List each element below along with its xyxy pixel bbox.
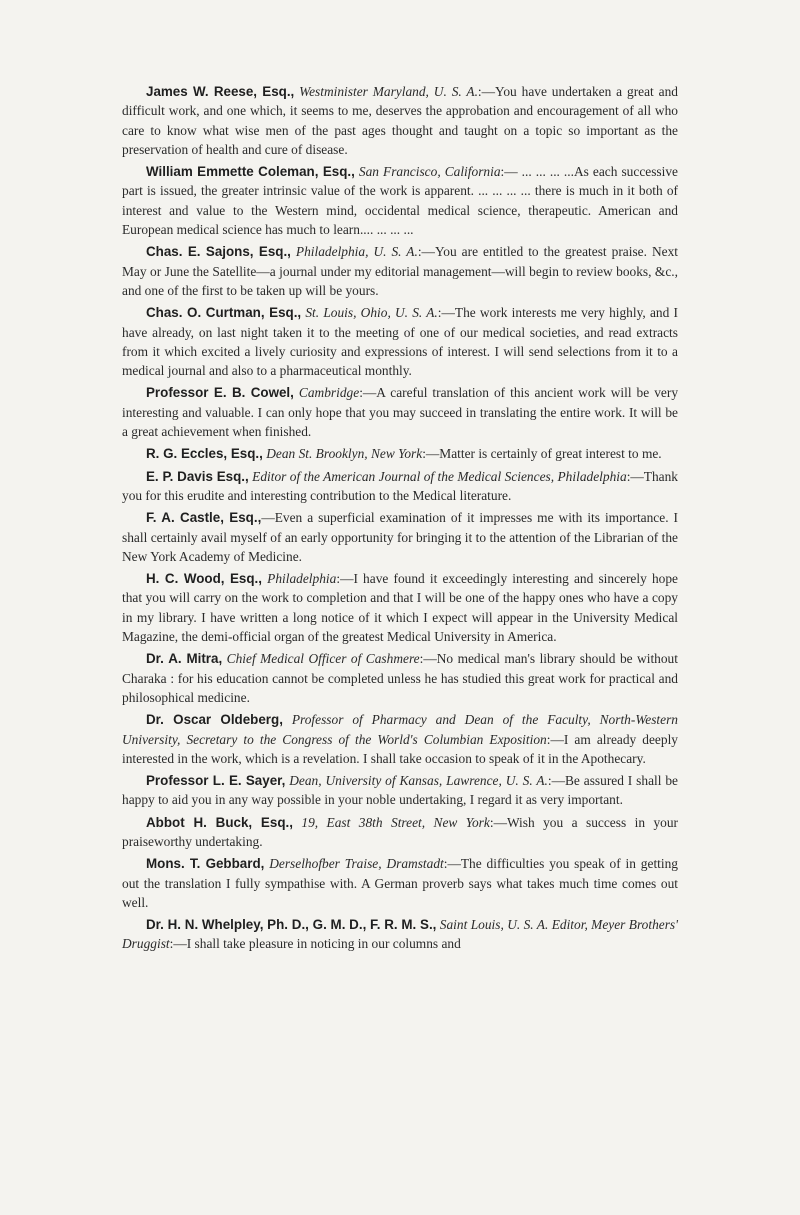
testimonial-text: —Even a superficial examination of it impresses me with its importance. I shall certainly avail myself of an early opportunity for bringing it to the attention of the Librarian of the New York Academy of Medicine. xyxy=(122,510,678,564)
testimonial-place: Chief Medical Officer of Cashmere xyxy=(226,651,420,667)
testimonial-text: :—The difficulties you speak of in getting out the translation I fully sympathise with. A German proverb says what takes much time comes out well. xyxy=(122,856,678,910)
testimonial-name: R. G. Eccles, Esq., xyxy=(146,446,263,462)
testimonial-text: :—Matter is certainly of great interest to me. xyxy=(422,446,662,462)
testimonial-entry xyxy=(122,854,678,912)
testimonial-name: Abbot H. Buck, Esq., xyxy=(146,814,293,830)
testimonial-entry xyxy=(122,444,678,463)
testimonial-entry xyxy=(122,771,678,810)
testimonial-name: Dr. H. N. Whelpley, Ph. D., G. M. D., F. R. M. S., xyxy=(146,917,437,933)
testimonial-entry xyxy=(122,242,678,300)
testimonial-name: Professor E. B. Cowel, xyxy=(146,385,294,401)
testimonial-name: H. C. Wood, Esq., xyxy=(146,571,262,587)
testimonial-text: :—Thank you for this erudite and interesting contribution to the Medical literature. xyxy=(122,468,679,503)
testimonial-name: James W. Reese, Esq., xyxy=(146,84,295,99)
testimonial-name: Mons. T. Gebbard, xyxy=(146,856,265,872)
testimonial-entry xyxy=(122,508,678,566)
testimonial-text: :—I am already deeply interested in the work, which is a revelation. I shall take occasion to speak of it in the Apothecary. xyxy=(122,731,678,766)
testimonial-text: :— ... ... ... ...As each successive part is issued, the greater intrinsic value of the work is apparent. ... ... ... ... there is much in it both of interest and value to the Western mind, occidental medical science, therapeutic. American and European medical science has much to learn.... ... ... ... xyxy=(122,164,678,238)
testimonial-entry xyxy=(122,467,678,506)
testimonial-place: St. Louis, Ohio, U. S. A. xyxy=(305,305,438,321)
testimonial-entry xyxy=(122,710,678,768)
testimonial-text: :—No medical man's library should be without Charaka : for his education cannot be completed unless he has studied this great work for practical and philosophical medicine. xyxy=(122,651,678,705)
testimonial-place: Cambridge xyxy=(298,385,360,401)
testimonial-name: Professor L. E. Sayer, xyxy=(146,773,286,789)
testimonial-entry xyxy=(122,649,678,707)
testimonial-entry xyxy=(122,303,678,380)
testimonial-entry xyxy=(122,383,678,441)
testimonial-text: :—Wish you a success in your praiseworthy undertaking. xyxy=(122,814,678,849)
testimonial-name: Dr. Oscar Oldeberg, xyxy=(146,712,283,728)
testimonial-place: San Francisco, California xyxy=(358,164,501,180)
testimonial-entry xyxy=(122,162,678,239)
testimonial-place: Philadelphia, U. S. A. xyxy=(295,244,418,260)
testimonial-place: Dean St. Brooklyn, New York xyxy=(266,446,423,462)
testimonial-place: Derselhofber Traise, Dramstadt xyxy=(269,856,444,872)
testimonial-name: E. P. Davis Esq., xyxy=(146,468,249,484)
testimonial-place: Dean, University of Kansas, Lawrence, U. S. A. xyxy=(289,773,548,789)
testimonial-text: :—Be assured I shall be happy to aid you in any way possible in your noble undertaking, I regard it as very important. xyxy=(122,773,678,808)
testimonial-text: :—You are entitled to the greatest praise. Next May or June the Satellite—a journal under my editorial management—will begin to review books, &c., and one of the first to be taken up will be yours. xyxy=(122,244,678,298)
testimonial-entry xyxy=(122,569,678,646)
testimonial-name: F. A. Castle, Esq., xyxy=(146,510,262,526)
testimonial-name: Chas. O. Curtman, Esq., xyxy=(146,305,302,321)
testimonial-entry xyxy=(122,813,678,852)
testimonial-name: Chas. E. Sajons, Esq., xyxy=(146,244,291,260)
testimonial-text: :—The work interests me very highly, and I have already, on last night taken it to the meeting of one of our medical societies, and read extracts from it which excited a lively curiosity and expressions of interest. I will send selections from it to a medical journal and also to a pharmaceutical monthly. xyxy=(122,305,678,379)
testimonial-text: :—I have found it exceedingly interesting and sincerely hope that you will carry on the work to completion and that I will be one of the happy ones who have a copy in my library. I have written a long notice of it which I expect will appear in the University Medical Magazine, the demi-official organ of the greatest Medical University in America. xyxy=(122,571,678,645)
testimonial-name: William Emmette Coleman, Esq., xyxy=(146,164,355,180)
testimonial-text: :—You have undertaken a great and difficult work, and one which, it seems to me, deserves the approbation and encouragement of all who care to know what wise men of the past ages thought and taught on a topic so important as the preservation of health and cure of disease. xyxy=(122,84,678,157)
testimonial-place: Editor of the American Journal of the Medical Sciences, Philadelphia xyxy=(252,468,627,484)
testimonial-name: Dr. A. Mitra, xyxy=(146,651,223,667)
testimonial-place: Westminister Maryland, U. S. A. xyxy=(299,84,478,99)
testimonial-text: :—A careful translation of this ancient work will be very interesting and valuable. I can only hope that you may succeed in translating the entire work. It will be a great achievement when finished. xyxy=(122,385,679,440)
testimonial-place: Professor of Pharmacy and Dean of the Faculty, North-Western University, Secretary to the Congress of the World's Columbian Exposition xyxy=(122,712,678,747)
testimonial-entry xyxy=(122,82,678,159)
testimonial-place: Saint Louis, U. S. A. Editor, Meyer Brothers' Druggist xyxy=(122,917,678,952)
testimonial-place: 19, East 38th Street, New York xyxy=(301,814,490,830)
testimonial-entry xyxy=(122,915,678,954)
testimonial-text: :—I shall take pleasure in noticing in our columns and xyxy=(169,936,461,952)
testimonial-place: Philadelphia xyxy=(267,571,337,587)
